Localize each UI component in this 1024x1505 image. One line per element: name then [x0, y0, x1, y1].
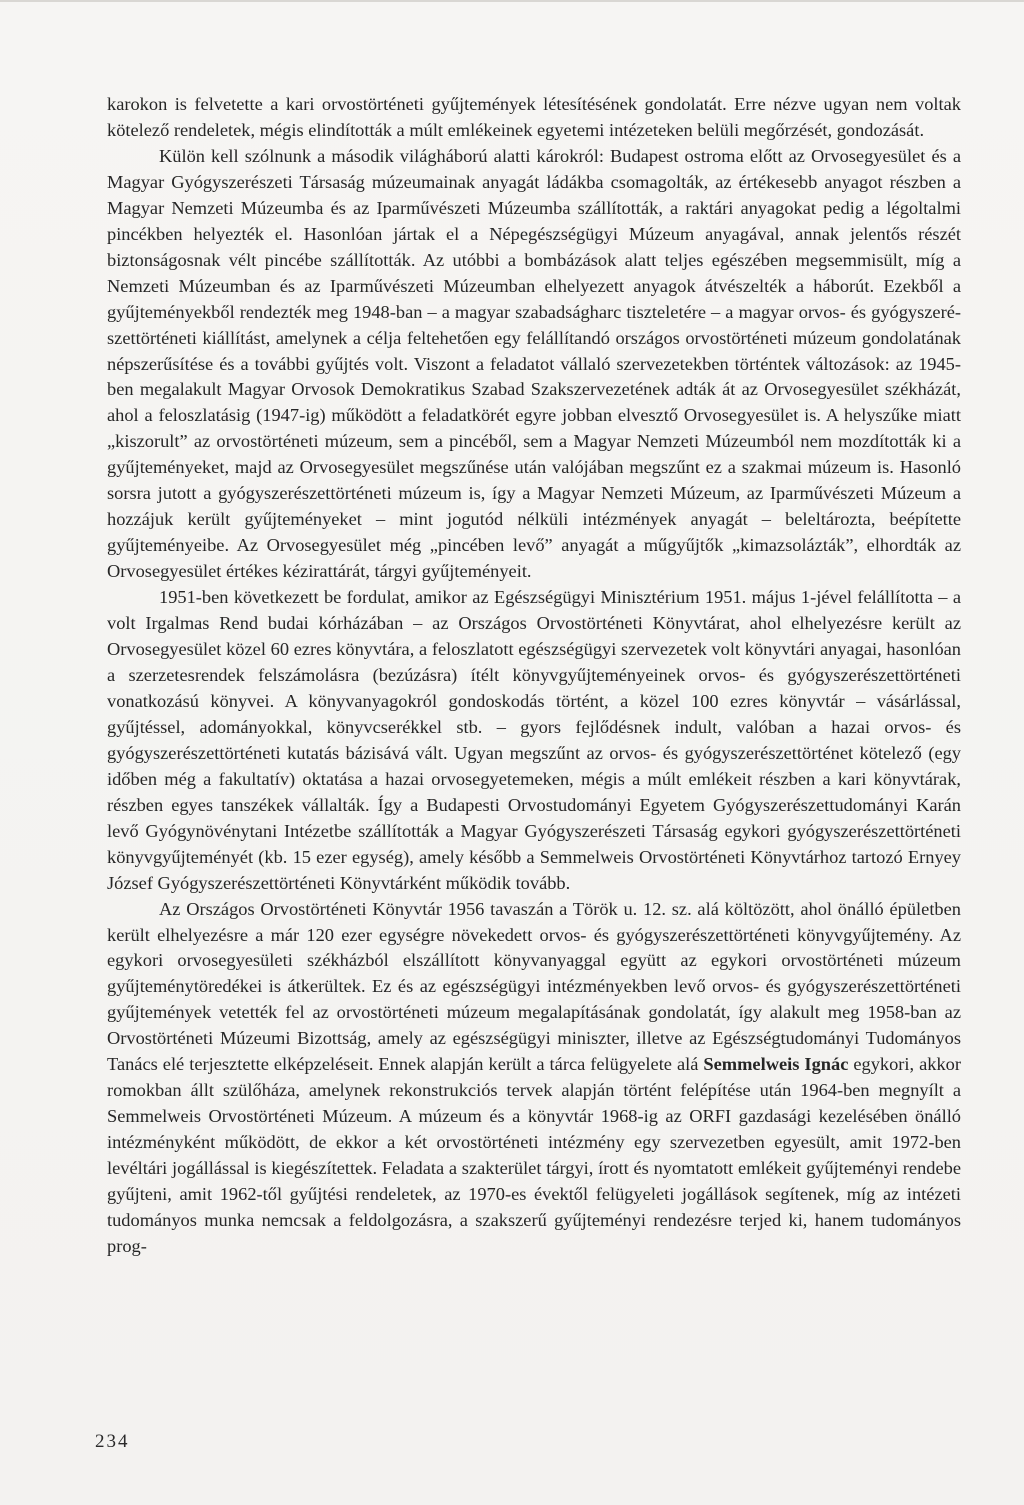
page-number: 234 — [95, 1431, 130, 1452]
bold-name-semmelweis: Semmelweis Ignác — [703, 1054, 849, 1075]
paragraph-2: Külön kell szólnunk a második világháború alatti károkról: Budapest ostroma előtt az Orvosegyesület és a Magyar Gyógyszerészeti Társaság múzeumainak anyagát ládákba csomagolták, az értékesebb anyagot részben a Magyar Nemzeti Múzeumba és az Iparművészeti Múzeumba szállították, a raktári anyagokat pedig a légoltalmi pincékben helyezték el. Hasonlóan jártak el a Népegészségügyi Múzeum anyagával, annak jelentős részét biztonságosnak vélt pincébe szállították. Az utóbbi a bombázások alatt teljes egészében megsemmisült, míg a Nemzeti Múzeumban és az Iparművészeti Múzeumban elhelyezett anyagok átvészelték a háborút. Ezekből a gyűjteményekből rendezték meg 1948-ban – a magyar szabadságharc tiszteletére – a magyar orvos- és gyógyszerészettörténeti kiállítást, amelynek a célja feltehetően egy felállítandó országos orvostörténeti múzeum gondolatának népszerűsítése és a további gyűjtés volt. Viszont a feladatot vállaló szervezetekben történtek változások: az 1945-ben megalakult Magyar Orvosok Demokratikus Szabad Szakszervezetének adták át az Orvosegyesület székházát, ahol a feloszlatásig (1947-ig) működött a feladatkörét egyre jobban elvesztő Orvosegyesület is. A helyszűke miatt „kiszorult” az orvostörténeti múzeum, sem a pincéből, sem a Magyar Nemzeti Múzeumból nem mozdították ki a gyűjteményeket, majd az Orvosegyesület megszűnése után valójában megszűnt ez a szakmai múzeum is. Hasonló sorsra jutott a gyógyszerészettörténeti múzeum is, így a Magyar Nemzeti Múzeum, az Iparművészeti Múzeum a hozzájuk került gyűjteményeket – mint jogutód nélküli intézmények anyagát – beleltározta, beépítette gyűjteményeibe. Az Orvosegyesület még „pincében levő” anyagát a műgyűjtők „kimazsolázták”, elhordták az Orvosegyesület értékes kézirattárát, tárgyi gyűjteményeit. — [107, 145, 961, 582]
paragraph-4 — [107, 897, 961, 1260]
body-text — [107, 92, 961, 1260]
paragraph-4-text-after: egykori, akkor romokban állt szülőháza, amelynek rekonstrukciós tervek alapján történt felépítése után 1964-ben megnyílt a Semmelweis Orvostörténeti Múzeum. A múzeum és a könyvtár 1968-ig az ORFI gazdasági kezelésében önálló intézményként működött, de ekkor a két orvostörténeti intézmény egy szervezetben egyesült, amit 1972-ben levéltári jogállással is kiegészítettek. Feladata a szakterület tárgyi, írott és nyomtatott emlékeit gyűjteményi rendebe gyűjteni, amit 1962-től gyűjtési rendeletek, az 1970-es évektől felügyeleti jogállások segítenek, míg az intézeti tudományos munka nemcsak a feldolgozásra, a szakszerű gyűjteményi rendezésre terjed ki, hanem tudományos prog- — [107, 1054, 962, 1256]
paragraph-1: karokon is felvetette a kari orvostörténeti gyűjtemények létesítésének gondolatát. Erre nézve ugyan nem voltak kötelező rendeletek, mégis elindították a múlt emlékeinek egyetemi intézeteken belüli megőrzését, gondozását. — [107, 94, 961, 140]
paragraph-4-text-before: Az Országos Orvostörténeti Könyvtár 1956 tavaszán a Török u. 12. sz. alá költözött, ahol önálló épületben került elhelyezésre a már 120 ezer egységre növekedett orvos- és gyógyszerészettörténeti könyvgyűjtemény. Az egykori orvosegyesületi székházból elszállított könyvanyaggal együtt az egykori orvostörténeti múzeum gyűjteménytöredékei is átkerültek. Ez és az egészségügyi intézményekben levő orvos- és gyógyszerészettörténeti gyűjtemények vetették fel az orvostörténeti múzeum megalapításának gondolatát, így alakult meg 1958-ban az Orvostörténeti Múzeumi Bizottság, amely az egészségügyi miniszter, illetve az Egészségtudományi Tudományos Tanács elé terjesztette elképzeléseit. Ennek alapján került a tárca felügyelete alá — [107, 898, 961, 1075]
top-edge-line — [0, 0, 1024, 2]
paragraph-3: 1951-ben következett be fordulat, amikor az Egészségügyi Minisztérium 1951. május 1-jével felállította – a volt Irgalmas Rend budai kórházában – az Országos Orvostörténeti Könyvtárat, ahol elhelyezésre került az Orvosegyesület közel 60 ezres könyvtára, a feloszlatott egészségügyi szervezetek volt könyvtári anyagai, hasonlóan a szerzetesrendek felszámolásra (bezúzásra) ítélt könyvgyűjteményeinek orvos- és gyógyszerészettörténeti vonatkozású könyvei. A könyvanyagokról gondoskodás történt, a közel 100 ezres könyvtár – vásárlással, gyűjtéssel, adományokkal, könyvcserékkel stb. – gyors fejlődésnek indult, valóban a hazai orvos- és gyógyszerészettörténeti kutatás bázisává vált. Ugyan megszűnt az orvos- és gyógyszerészettörténet kötelező (egy időben még a fakultatív) oktatása a hazai orvosegyetemeken, mégis a múlt emlékeit részben a kari könyvtárak, részben egyes tanszékek vállalták. Így a Budapesti Orvostudományi Egyetem Gyógyszerészettudományi Karán levő Gyógynövénytani Intézetbe szállították a Magyar Gyógyszerészeti Társaság egykori gyógyszerészettörténeti könyvgyűjteményét (kb. 15 ezer egység), amely később a Semmelweis Orvostörténeti Könyvtárhoz tartozó Ernyey József Gyógyszerészettörténeti Könyvtárként működik tovább. — [107, 587, 961, 893]
